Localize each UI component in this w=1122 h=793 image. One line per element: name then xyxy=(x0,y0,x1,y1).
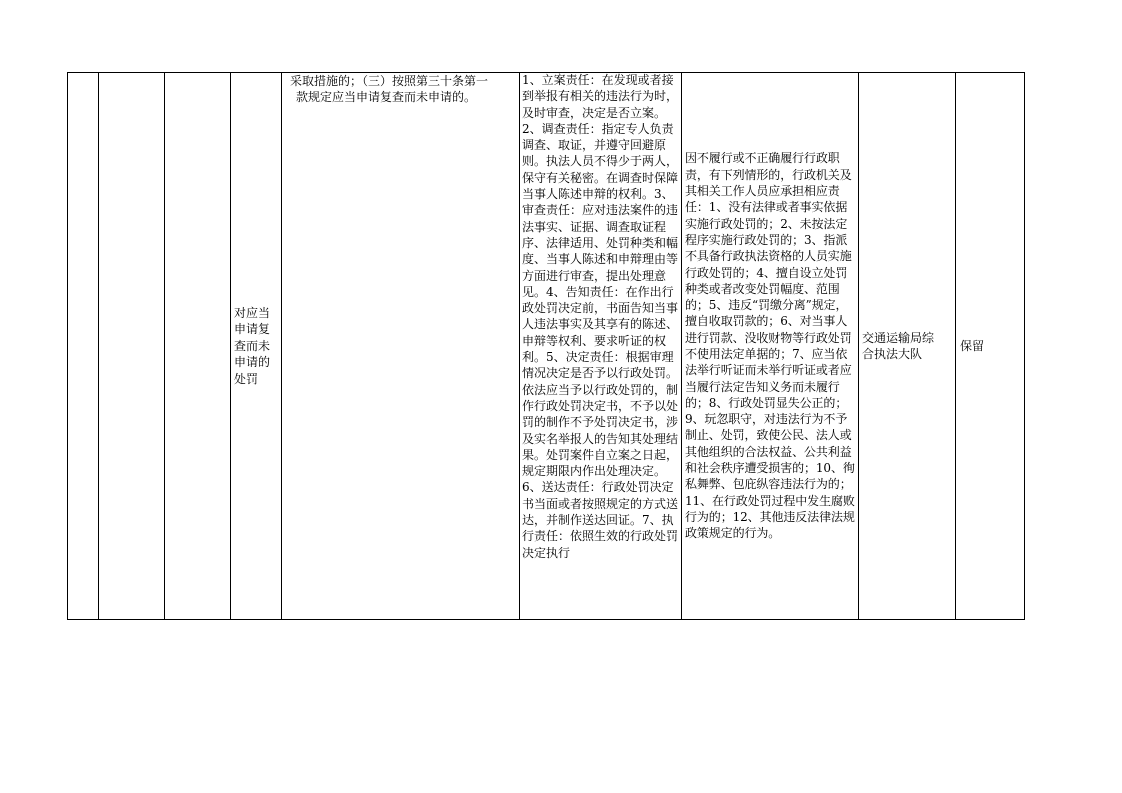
table-cell-responsibility xyxy=(520,73,682,619)
note-text: 保留 xyxy=(960,338,985,353)
item-name-text: 对应当 申请复 查而未 申请的 处罚 xyxy=(234,305,271,386)
department-text: 交通运输局综 合执法大队 xyxy=(862,330,935,361)
responsibility-text: 1、立案责任：在发现或者接到举报有相关的违法行为时，及时审查，决定是否立案。2、调查责任：指定专人负责调查、取证，并遵守回避原则。执法人员不得少于两人，保守有关秘密。在调查时保障当事人陈述申辩的权利。3、审查责任：应对违法案件的违法事实、证据、调查取证程序、法律适用、处罚种类和幅度、当事人陈述和申辩理由等方面进行审查，提出处理意见。4、告知责任：在作出行政处罚决定前，书面告知当事人违法事实及其享有的陈述、申辩等权利、要求听证的权利。5、决定责任：根据审理情况决定是否予以行政处罚。依法应当予以行政处罚的，制作行政处罚决定书，不予以处罚的制作不予处罚决定书，涉及实名举报人的告知其处理结果。处罚案件自立案之日起，规定期限内作出处理决定。 6、送达责任：行政处罚决定书当面或者按照规定的方式送达，并制作送达回证。7、执行责任：依照生效的行政处罚决定执行 xyxy=(522,73,679,560)
table-cell-item-name xyxy=(231,73,282,619)
table-cell-note xyxy=(956,73,1025,619)
table-cell-legal-basis xyxy=(282,73,520,619)
legal-basis-line1: 采取措施的；（三）按照第三十条第一 xyxy=(290,74,489,88)
power-list-table xyxy=(67,72,1025,620)
table-cell-department xyxy=(859,73,956,619)
table-cell-col2 xyxy=(99,73,165,619)
accountability-text: 因不履行或不正确履行行政职责，有下列情形的，行政机关及其相关工作人员应承担相应责任：1、没有法律或者事实依据实施行政处罚的；2、未按法定程序实施行政处罚的；3、指派不具备行政执法资格的人员实施行政处罚的；4、擅自设立处罚种类或者改变处罚幅度、范围的；5、违反“罚缴分离”规定，擅自收取罚款的；6、对当事人进行罚款、没收财物等行政处罚不使用法定单据的；7、应当依法举行听证而未举行听证或者应当履行法定告知义务而未履行的；8、行政处罚显失公正的；9、玩忽职守，对违法行为不予制止、处罚，致使公民、法人或其他组织的合法权益、公共利益和社会秩序遭受损害的；10、徇私舞弊、包庇纵容违法行为的；11、在行政处罚过程中发生腐败行为的；12、其他违反法律法规政策规定的行为。 xyxy=(685,151,855,541)
table-cell-index xyxy=(68,73,99,619)
legal-basis-line2: 款规定应当申请复查而未申请的。 xyxy=(296,90,477,105)
table-cell-accountability xyxy=(682,73,859,619)
table-cell-col3 xyxy=(165,73,231,619)
